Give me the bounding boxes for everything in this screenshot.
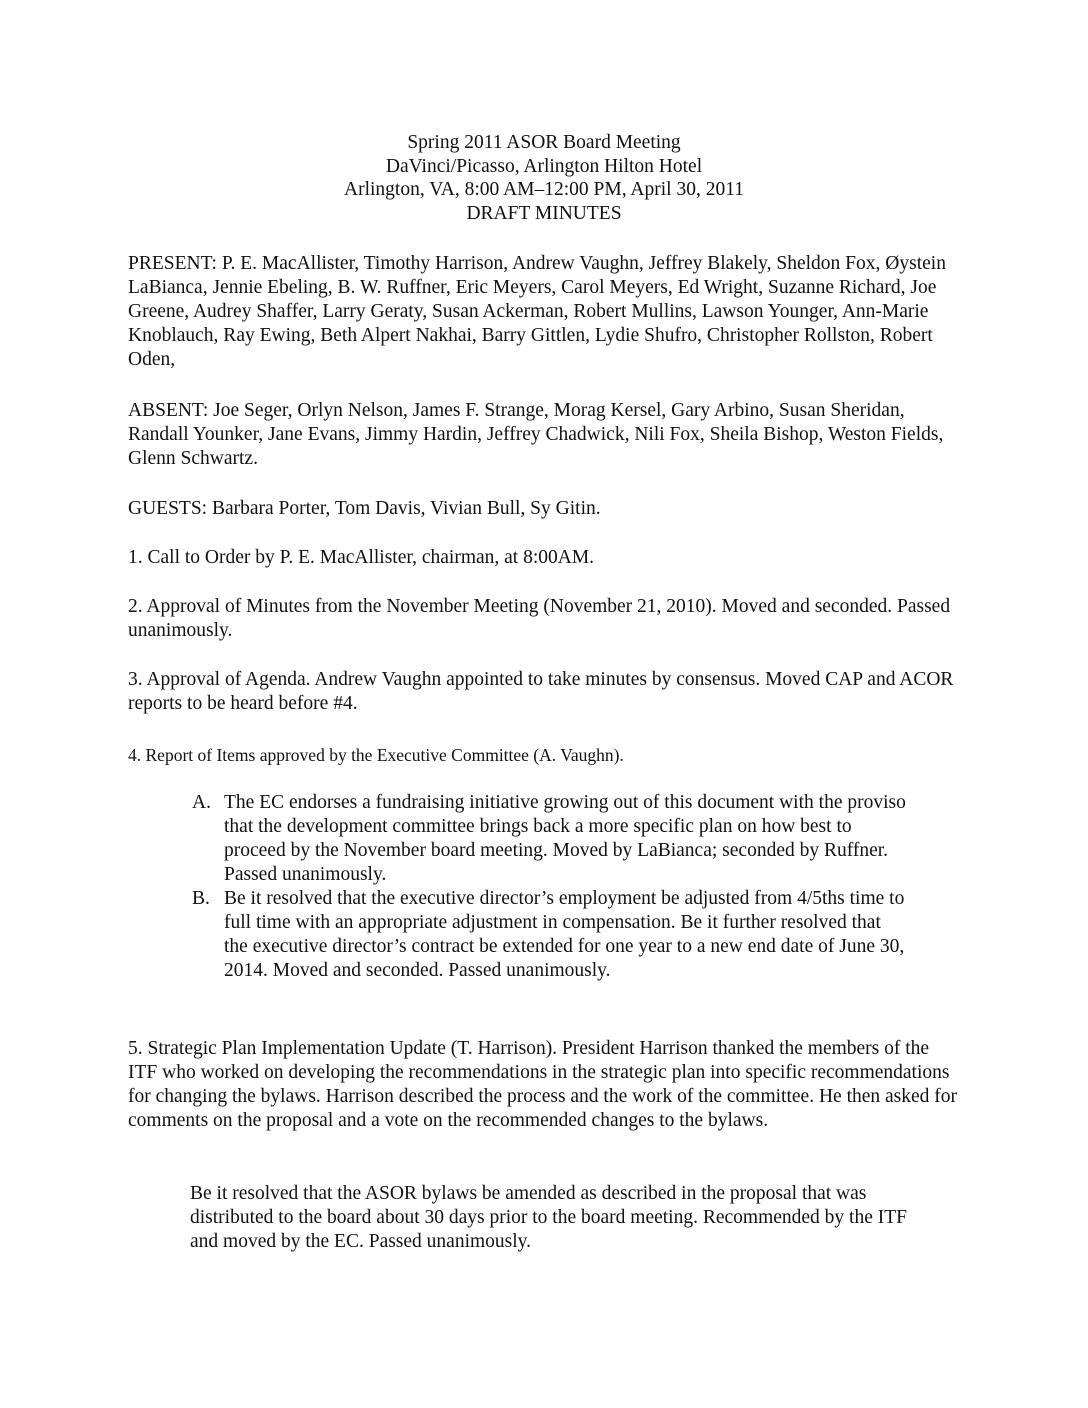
agenda-item-2: 2. Approval of Minutes from the November Meeting (November 21, 2010). Moved and seconded. Passed unanimously.: [128, 596, 951, 641]
meeting-date-time: Arlington, VA, 8:00 AM–12:00 PM, April 30, 2011: [344, 179, 744, 200]
list-marker: B.: [192, 888, 210, 909]
document-status: DRAFT MINUTES: [466, 202, 622, 224]
list-item-text: Be it resolved that the executive director’s employment be adjusted from 4/5ths time to full time with an appropriate adjustment in compensation. Be it further resolved that the executive director’s contract be extended for one year to a new end date of June 30, 2014. Moved and seconded. Passed unanimously.: [224, 888, 905, 981]
executive-committee-items: [186, 791, 906, 983]
meeting-title: Spring 2011 ASOR Board Meeting: [407, 132, 681, 153]
meeting-location: DaVinci/Picasso, Arlington Hilton Hotel: [385, 155, 703, 177]
bylaws-resolution: Be it resolved that the ASOR bylaws be amended as described in the proposal that was distributed to the board about 30 days prior to the board meeting. Recommended by the ITF and moved by the EC. Passed unanimously.: [190, 1183, 908, 1252]
agenda-item-3: 3. Approval of Agenda. Andrew Vaughn appointed to take minutes by consensus. Moved CAP and ACOR reports to be heard before #4.: [128, 669, 954, 714]
list-item: [186, 791, 906, 887]
document-header: [0, 131, 1088, 225]
list-item: [186, 887, 906, 983]
present-list: PRESENT: P. E. MacAllister, Timothy Harrison, Andrew Vaughn, Jeffrey Blakely, Sheldon Fox, Øystein LaBianca, Jennie Ebeling, B. W. Ruffner, Eric Meyers, Carol Meyers, Ed Wright, Suzanne Richard, Joe Greene, Audrey Shaffer, Larry Geraty, Susan Ackerman, Robert Mullins, Lawson Younger, Ann-Marie Knoblauch, Ray Ewing, Beth Alpert Nakhai, Barry Gittlen, Lydie Shufro, Christopher Rollston, Robert Oden,: [128, 253, 946, 370]
list-item-text: The EC endorses a fundraising initiative growing out of this document with the proviso that the development committee brings back a more specific plan on how best to proceed by the November board meeting. Moved by LaBianca; seconded by Ruffner. Passed unanimously.: [224, 792, 906, 885]
agenda-item-4: 4. Report of Items approved by the Executive Committee (A. Vaughn).: [128, 745, 624, 765]
guests-list: GUESTS: Barbara Porter, Tom Davis, Vivian Bull, Sy Gitin.: [128, 498, 601, 519]
list-marker: A.: [192, 792, 211, 813]
agenda-item-1: 1. Call to Order by P. E. MacAllister, chairman, at 8:00AM.: [128, 547, 595, 568]
absent-list: ABSENT: Joe Seger, Orlyn Nelson, James F. Strange, Morag Kersel, Gary Arbino, Susan Sheridan, Randall Younker, Jane Evans, Jimmy Hardin, Jeffrey Chadwick, Nili Fox, Sheila Bishop, Weston Fields, Glenn Schwartz.: [128, 400, 944, 469]
agenda-item-5: 5. Strategic Plan Implementation Update (T. Harrison). President Harrison thanked the members of the ITF who worked on developing the recommendations in the strategic plan into specific recommendations for changing the bylaws. Harrison described the process and the work of the committee. He then asked for comments on the proposal and a vote on the recommended changes to the bylaws.: [128, 1038, 958, 1131]
